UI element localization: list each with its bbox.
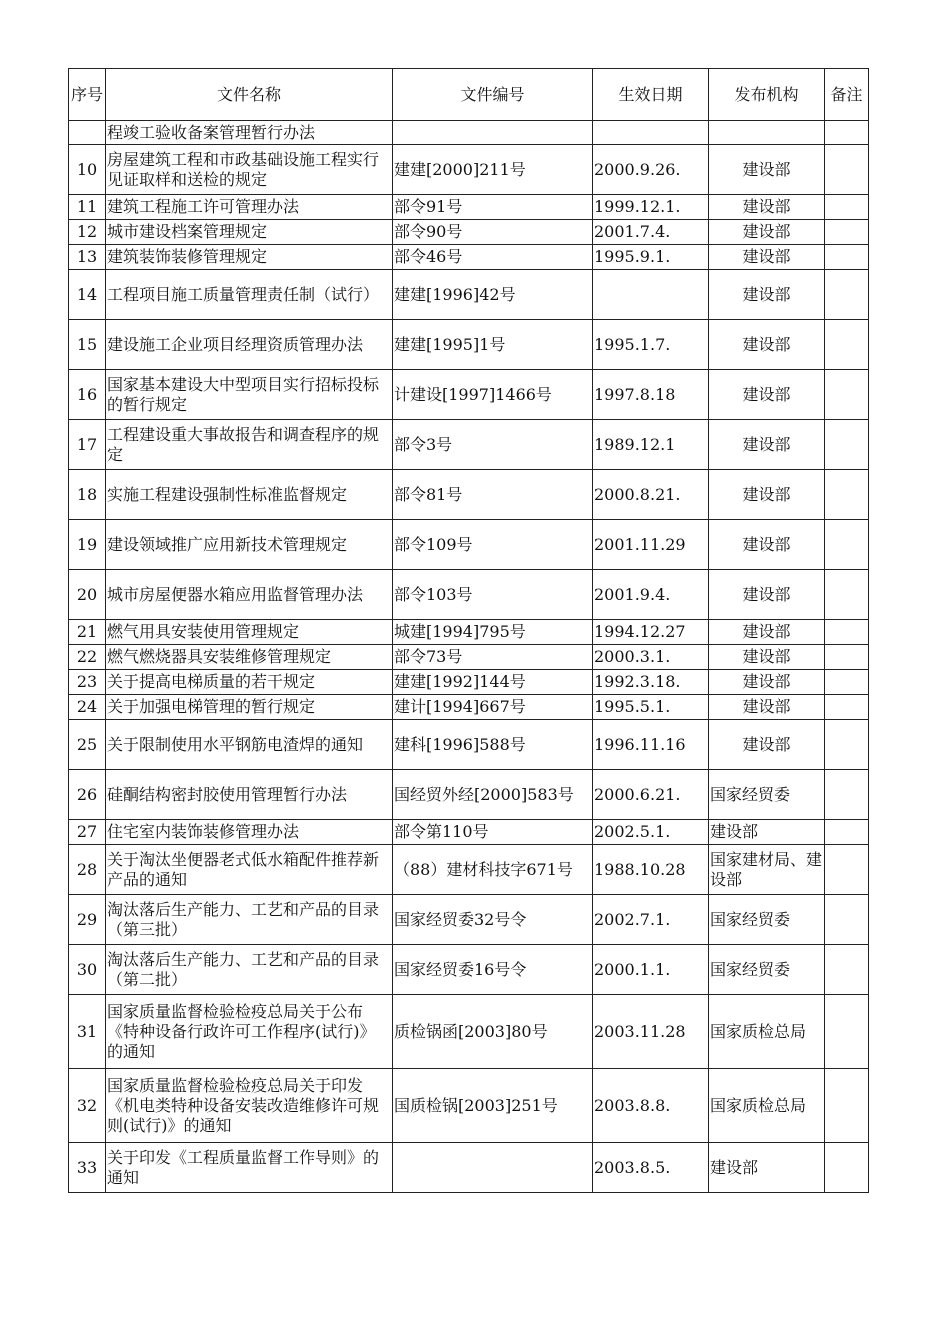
row-number-cell: 32 (69, 1069, 106, 1143)
table-row (69, 820, 869, 845)
file-code-cell: 部令90号 (393, 220, 593, 245)
header-org: 发布机构 (709, 69, 825, 121)
issuing-org-cell: 国家建材局、建设部 (709, 845, 825, 895)
effective-date-cell (593, 121, 709, 145)
issuing-org-cell: 建设部 (709, 670, 825, 695)
remark-cell (825, 1143, 869, 1193)
file-name-cell: 燃气燃烧器具安装维修管理规定 (106, 645, 393, 670)
file-code-cell: 部令46号 (393, 245, 593, 270)
table-header-row (69, 69, 869, 121)
file-name-cell: 燃气用具安装使用管理规定 (106, 620, 393, 645)
effective-date-cell: 2001.11.29 (593, 520, 709, 570)
header-note: 备注 (825, 69, 869, 121)
row-number-cell: 10 (69, 145, 106, 195)
effective-date-cell: 1995.9.1. (593, 245, 709, 270)
issuing-org-cell: 国家经贸委 (709, 895, 825, 945)
remark-cell (825, 620, 869, 645)
issuing-org-cell: 建设部 (709, 520, 825, 570)
file-code-cell (393, 1143, 593, 1193)
table-row (69, 895, 869, 945)
row-number-cell: 21 (69, 620, 106, 645)
file-code-cell: 国家经贸委32号令 (393, 895, 593, 945)
issuing-org-cell: 建设部 (709, 695, 825, 720)
issuing-org-cell: 建设部 (709, 720, 825, 770)
remark-cell (825, 945, 869, 995)
remark-cell (825, 670, 869, 695)
table-row (69, 645, 869, 670)
row-number-cell: 22 (69, 645, 106, 670)
effective-date-cell: 2000.3.1. (593, 645, 709, 670)
file-name-cell: 国家质量监督检验检疫总局关于公布《特种设备行政许可工作程序(试行)》的通知 (106, 995, 393, 1069)
effective-date-cell: 1992.3.18. (593, 670, 709, 695)
issuing-org-cell: 建设部 (709, 570, 825, 620)
file-code-cell: （88）建材科技字671号 (393, 845, 593, 895)
header-code: 文件编号 (393, 69, 593, 121)
table-row (69, 770, 869, 820)
table-row (69, 470, 869, 520)
file-code-cell: 建建[1996]42号 (393, 270, 593, 320)
issuing-org-cell: 建设部 (709, 645, 825, 670)
remark-cell (825, 720, 869, 770)
file-name-cell: 建筑工程施工许可管理办法 (106, 195, 393, 220)
file-code-cell (393, 121, 593, 145)
issuing-org-cell: 国家质检总局 (709, 1069, 825, 1143)
row-number-cell: 14 (69, 270, 106, 320)
remark-cell (825, 195, 869, 220)
remark-cell (825, 121, 869, 145)
file-name-cell: 城市房屋便器水箱应用监督管理办法 (106, 570, 393, 620)
file-code-cell: 建计[1994]667号 (393, 695, 593, 720)
issuing-org-cell: 建设部 (709, 195, 825, 220)
table-row (69, 420, 869, 470)
effective-date-cell: 2002.5.1. (593, 820, 709, 845)
file-name-cell: 关于提高电梯质量的若干规定 (106, 670, 393, 695)
file-code-cell: 部令109号 (393, 520, 593, 570)
effective-date-cell: 1995.1.7. (593, 320, 709, 370)
effective-date-cell: 2003.8.5. (593, 1143, 709, 1193)
file-name-cell: 实施工程建设强制性标准监督规定 (106, 470, 393, 520)
file-code-cell: 国家经贸委16号令 (393, 945, 593, 995)
file-name-cell: 建设领域推广应用新技术管理规定 (106, 520, 393, 570)
issuing-org-cell: 建设部 (709, 145, 825, 195)
issuing-org-cell: 建设部 (709, 420, 825, 470)
row-number-cell: 31 (69, 995, 106, 1069)
file-code-cell: 国经贸外经[2000]583号 (393, 770, 593, 820)
remark-cell (825, 145, 869, 195)
remark-cell (825, 320, 869, 370)
table-row (69, 945, 869, 995)
remark-cell (825, 995, 869, 1069)
remark-cell (825, 270, 869, 320)
issuing-org-cell: 建设部 (709, 820, 825, 845)
row-number-cell: 18 (69, 470, 106, 520)
remark-cell (825, 420, 869, 470)
remark-cell (825, 570, 869, 620)
effective-date-cell: 2000.8.21. (593, 470, 709, 520)
remark-cell (825, 895, 869, 945)
table-row (69, 220, 869, 245)
file-name-cell: 硅酮结构密封胶使用管理暂行办法 (106, 770, 393, 820)
remark-cell (825, 770, 869, 820)
row-number-cell: 23 (69, 670, 106, 695)
file-name-cell: 关于印发《工程质量监督工作导则》的通知 (106, 1143, 393, 1193)
issuing-org-cell: 国家经贸委 (709, 770, 825, 820)
file-name-cell: 建设施工企业项目经理资质管理办法 (106, 320, 393, 370)
issuing-org-cell: 国家经贸委 (709, 945, 825, 995)
effective-date-cell: 1994.12.27 (593, 620, 709, 645)
issuing-org-cell (709, 121, 825, 145)
file-name-cell: 国家基本建设大中型项目实行招标投标的暂行规定 (106, 370, 393, 420)
issuing-org-cell: 建设部 (709, 220, 825, 245)
row-number-cell (69, 121, 106, 145)
table-row (69, 245, 869, 270)
regulation-table (68, 68, 869, 1193)
table-row (69, 995, 869, 1069)
row-number-cell: 20 (69, 570, 106, 620)
table-row (69, 320, 869, 370)
header-name: 文件名称 (106, 69, 393, 121)
file-code-cell: 部令103号 (393, 570, 593, 620)
file-name-cell: 淘汰落后生产能力、工艺和产品的目录（第三批） (106, 895, 393, 945)
table-row (69, 695, 869, 720)
effective-date-cell: 2000.6.21. (593, 770, 709, 820)
effective-date-cell: 2001.9.4. (593, 570, 709, 620)
effective-date-cell: 1989.12.1 (593, 420, 709, 470)
file-name-cell: 房屋建筑工程和市政基础设施工程实行见证取样和送检的规定 (106, 145, 393, 195)
row-number-cell: 12 (69, 220, 106, 245)
effective-date-cell: 1997.8.18 (593, 370, 709, 420)
table-body (69, 121, 869, 1193)
file-code-cell: 质检锅函[2003]80号 (393, 995, 593, 1069)
row-number-cell: 19 (69, 520, 106, 570)
effective-date-cell: 2003.11.28 (593, 995, 709, 1069)
row-number-cell: 27 (69, 820, 106, 845)
remark-cell (825, 645, 869, 670)
effective-date-cell: 1988.10.28 (593, 845, 709, 895)
file-name-cell: 关于限制使用水平钢筋电渣焊的通知 (106, 720, 393, 770)
issuing-org-cell: 建设部 (709, 470, 825, 520)
file-code-cell: 部令73号 (393, 645, 593, 670)
effective-date-cell: 2002.7.1. (593, 895, 709, 945)
file-code-cell: 建科[1996]588号 (393, 720, 593, 770)
file-name-cell: 关于加强电梯管理的暂行规定 (106, 695, 393, 720)
row-number-cell: 29 (69, 895, 106, 945)
issuing-org-cell: 建设部 (709, 1143, 825, 1193)
row-number-cell: 25 (69, 720, 106, 770)
issuing-org-cell: 建设部 (709, 370, 825, 420)
remark-cell (825, 470, 869, 520)
row-number-cell: 16 (69, 370, 106, 420)
table-row (69, 195, 869, 220)
remark-cell (825, 820, 869, 845)
header-date: 生效日期 (593, 69, 709, 121)
file-name-cell: 工程项目施工质量管理责任制（试行） (106, 270, 393, 320)
effective-date-cell: 2000.1.1. (593, 945, 709, 995)
header-no: 序号 (69, 69, 106, 121)
row-number-cell: 17 (69, 420, 106, 470)
effective-date-cell: 2001.7.4. (593, 220, 709, 245)
table-row (69, 845, 869, 895)
row-number-cell: 13 (69, 245, 106, 270)
table-row (69, 520, 869, 570)
effective-date-cell: 1995.5.1. (593, 695, 709, 720)
file-code-cell: 建建[1995]1号 (393, 320, 593, 370)
table-row (69, 1143, 869, 1193)
issuing-org-cell: 建设部 (709, 270, 825, 320)
file-name-cell: 工程建设重大事故报告和调查程序的规定 (106, 420, 393, 470)
table-row (69, 145, 869, 195)
file-code-cell: 部令第110号 (393, 820, 593, 845)
file-code-cell: 建建[1992]144号 (393, 670, 593, 695)
file-name-cell: 建筑装饰装修管理规定 (106, 245, 393, 270)
row-number-cell: 28 (69, 845, 106, 895)
file-code-cell: 部令3号 (393, 420, 593, 470)
row-number-cell: 11 (69, 195, 106, 220)
file-code-cell: 国质检锅[2003]251号 (393, 1069, 593, 1143)
effective-date-cell (593, 270, 709, 320)
row-number-cell: 30 (69, 945, 106, 995)
file-code-cell: 部令91号 (393, 195, 593, 220)
effective-date-cell: 2000.9.26. (593, 145, 709, 195)
remark-cell (825, 845, 869, 895)
table-row (69, 121, 869, 145)
row-number-cell: 33 (69, 1143, 106, 1193)
effective-date-cell: 2003.8.8. (593, 1069, 709, 1143)
issuing-org-cell: 建设部 (709, 245, 825, 270)
remark-cell (825, 695, 869, 720)
table-row (69, 270, 869, 320)
remark-cell (825, 370, 869, 420)
table-row (69, 570, 869, 620)
issuing-org-cell: 国家质检总局 (709, 995, 825, 1069)
file-code-cell: 城建[1994]795号 (393, 620, 593, 645)
remark-cell (825, 245, 869, 270)
issuing-org-cell: 建设部 (709, 620, 825, 645)
file-code-cell: 建建[2000]211号 (393, 145, 593, 195)
file-name-cell: 程竣工验收备案管理暂行办法 (106, 121, 393, 145)
remark-cell (825, 1069, 869, 1143)
table-row (69, 1069, 869, 1143)
table-row (69, 620, 869, 645)
table-row (69, 670, 869, 695)
row-number-cell: 26 (69, 770, 106, 820)
file-name-cell: 城市建设档案管理规定 (106, 220, 393, 245)
issuing-org-cell: 建设部 (709, 320, 825, 370)
remark-cell (825, 520, 869, 570)
row-number-cell: 24 (69, 695, 106, 720)
file-code-cell: 部令81号 (393, 470, 593, 520)
file-name-cell: 住宅室内装饰装修管理办法 (106, 820, 393, 845)
row-number-cell: 15 (69, 320, 106, 370)
file-name-cell: 淘汰落后生产能力、工艺和产品的目录（第二批） (106, 945, 393, 995)
file-name-cell: 关于淘汰坐便器老式低水箱配件推荐新产品的通知 (106, 845, 393, 895)
remark-cell (825, 220, 869, 245)
table-row (69, 370, 869, 420)
effective-date-cell: 1999.12.1. (593, 195, 709, 220)
file-code-cell: 计建设[1997]1466号 (393, 370, 593, 420)
file-name-cell: 国家质量监督检验检疫总局关于印发《机电类特种设备安装改造维修许可规则(试行)》的通知 (106, 1069, 393, 1143)
effective-date-cell: 1996.11.16 (593, 720, 709, 770)
table-row (69, 720, 869, 770)
